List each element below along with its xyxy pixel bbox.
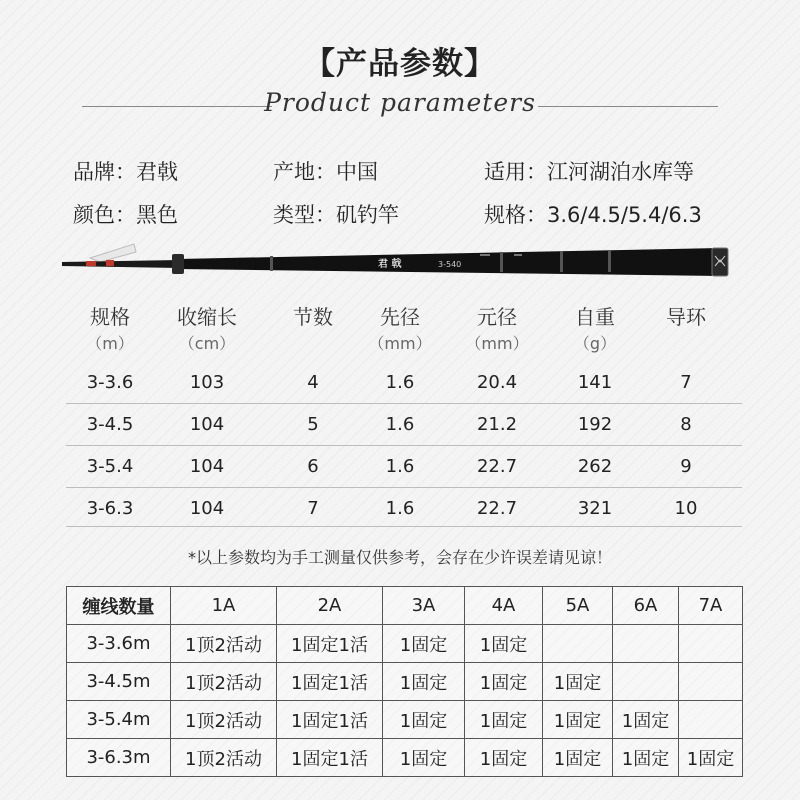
winding-cell: 1固定 (383, 663, 465, 701)
winding-cell (679, 625, 743, 663)
winding-col-header: 2A (277, 587, 383, 625)
param-header: 元径 (477, 305, 517, 329)
winding-row (67, 739, 743, 777)
winding-col-header: 6A (613, 587, 679, 625)
param-header: 自重 (575, 305, 615, 329)
winding-header-row (67, 587, 743, 625)
param-cell: 1.6 (385, 372, 415, 393)
param-row-divider (66, 487, 742, 488)
param-cell: 21.2 (476, 414, 518, 435)
param-cell: 7 (680, 372, 692, 393)
winding-cell: 1固定 (383, 625, 465, 663)
param-unit: （mm） (465, 334, 529, 353)
rod-tip-guide-icon (90, 244, 136, 262)
winding-cell (613, 625, 679, 663)
winding-row-label: 3-4.5m (67, 663, 171, 701)
rod-joint (500, 252, 503, 272)
param-cell: 20.4 (476, 372, 518, 393)
winding-cell: 1固定 (543, 663, 613, 701)
winding-cell: 1固定1活 (277, 663, 383, 701)
winding-cell: 1固定 (613, 701, 679, 739)
param-header: 先径 (380, 305, 420, 329)
winding-row-label: 3-3.6m (67, 625, 171, 663)
param-cell: 3-4.5 (86, 414, 134, 435)
param-cell: 9 (680, 456, 692, 477)
param-header: 节数 (293, 305, 333, 329)
winding-cell (679, 701, 743, 739)
winding-cell: 1固定 (543, 739, 613, 777)
winding-col-header: 5A (543, 587, 613, 625)
winding-cell: 1顶2活动 (171, 663, 277, 701)
param-unit: （g） (573, 334, 617, 353)
winding-cell: 1固定 (679, 739, 743, 777)
rod-reel-seat (172, 254, 184, 274)
winding-col-header: 1A (171, 587, 277, 625)
fishing-rod-image (60, 238, 750, 284)
rod-tip-section (62, 260, 180, 268)
param-cell: 321 (577, 498, 613, 519)
winding-col-header: 4A (465, 587, 543, 625)
winding-cell: 1固定 (465, 739, 543, 777)
winding-cell: 1固定 (613, 739, 679, 777)
param-cell: 262 (577, 456, 613, 477)
param-cell: 1.6 (385, 498, 415, 519)
winding-row (67, 625, 743, 663)
spec-type: 类型：矶钓竿 (273, 203, 399, 227)
param-cell: 6 (307, 456, 319, 477)
param-unit: （cm） (178, 334, 236, 353)
winding-row (67, 701, 743, 739)
param-cell: 5 (307, 414, 319, 435)
param-cell: 3-6.3 (86, 498, 134, 519)
param-unit: （mm） (368, 334, 432, 353)
winding-cell: 1固定 (383, 739, 465, 777)
winding-row-label: 3-5.4m (67, 701, 171, 739)
spec-brand: 品牌：君戟 (73, 160, 178, 184)
winding-cell: 1固定 (465, 625, 543, 663)
param-header: 收缩长 (177, 305, 237, 329)
spec-usage: 适用：江河湖泊水库等 (484, 160, 694, 184)
winding-cell: 1顶2活动 (171, 739, 277, 777)
param-cell: 22.7 (476, 456, 518, 477)
winding-row (67, 663, 743, 701)
param-cell: 3-3.6 (86, 372, 134, 393)
rod-joint (560, 251, 563, 272)
rod-brand-label: 君 戟 (378, 259, 402, 270)
param-unit: （m） (86, 334, 134, 353)
param-cell: 104 (189, 414, 225, 435)
winding-col-header: 7A (679, 587, 743, 625)
param-cell: 1.6 (385, 414, 415, 435)
param-cell: 4 (307, 372, 319, 393)
winding-cell (613, 663, 679, 701)
param-cell: 104 (189, 498, 225, 519)
param-cell: 104 (189, 456, 225, 477)
rod-joint (608, 250, 611, 272)
param-row-divider (66, 445, 742, 446)
winding-cell: 1顶2活动 (171, 701, 277, 739)
spec-color: 颜色：黑色 (73, 203, 178, 227)
winding-cell: 1固定1活 (277, 701, 383, 739)
winding-cell: 1固定 (465, 701, 543, 739)
param-row-divider (66, 526, 742, 527)
rod-red-wrap (86, 261, 96, 266)
param-cell: 103 (189, 372, 225, 393)
spec-size: 规格：3.6/4.5/5.4/6.3 (484, 203, 702, 227)
param-cell: 3-5.4 (86, 456, 134, 477)
rod-model-label: 3-540 (438, 260, 462, 269)
page-subtitle: Product parameters (264, 88, 536, 117)
param-row-divider (66, 403, 742, 404)
param-cell: 8 (680, 414, 692, 435)
winding-cell: 1固定1活 (277, 739, 383, 777)
rod-joint (270, 256, 273, 271)
winding-row-label: 3-6.3m (67, 739, 171, 777)
param-cell: 7 (307, 498, 319, 519)
param-cell: 141 (577, 372, 613, 393)
winding-cell: 1固定 (383, 701, 465, 739)
winding-cell (679, 663, 743, 701)
winding-cell: 1顶2活动 (171, 625, 277, 663)
line-winding-table (66, 586, 743, 777)
winding-cell: 1固定1活 (277, 625, 383, 663)
winding-col-header: 3A (383, 587, 465, 625)
winding-cell (543, 625, 613, 663)
param-cell: 22.7 (476, 498, 518, 519)
rod-red-wrap (106, 260, 114, 266)
page-title: 【产品参数】 (304, 46, 496, 82)
disclaimer-note: *以上参数均为手工测量仅供参考，会存在少许误差请见谅！ (187, 548, 612, 567)
winding-cell: 1固定 (543, 701, 613, 739)
winding-corner-header: 缠线数量 (67, 587, 171, 625)
param-cell: 192 (577, 414, 613, 435)
param-cell: 10 (674, 498, 698, 519)
winding-cell: 1固定 (465, 663, 543, 701)
param-header: 规格 (90, 305, 130, 329)
spec-origin: 产地：中国 (273, 160, 378, 184)
param-cell: 1.6 (385, 456, 415, 477)
param-header: 导环 (666, 305, 706, 329)
